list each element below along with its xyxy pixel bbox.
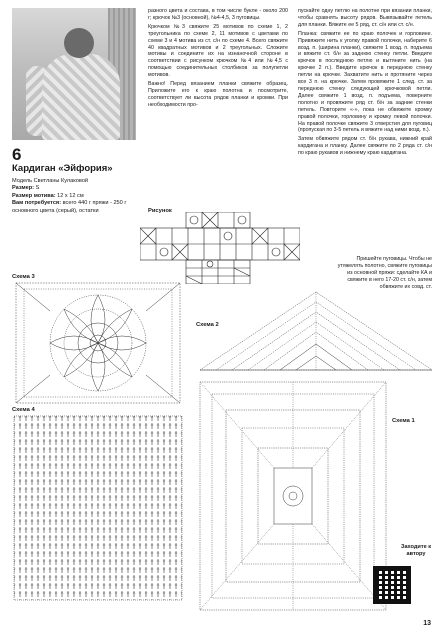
assembly-pattern [140,212,300,284]
scheme3-label: Схема 3 [12,274,35,280]
size-value: S [35,185,40,192]
materials-value: всего 440 г пряжи - 250 г основного цвета (серый), остатки [12,200,127,214]
instructions-important: Важно! Перед вязанием планки свяжите образец. Приложите его к краю полотна и посмотрите, соответствует ли высота рядов планки и кромки. При необходимости про- [148,81,288,108]
scheme2-diagram [196,288,436,374]
article-meta [12,178,144,215]
page-number: 13 [423,620,431,627]
instructions-band: Планка: свяжите ее по краю полочек и горловине. Привяжите нить к уголку правой полочки, наберите 6 возд. п. (ширина планки), свяжите 1 возд. п. подъема и вяжите ст. б/н за заднюю стенку петли. Введите крючок в последнюю петлю и вытяните нить (на крючке 2 п.). Введите крючок в переднюю стенку петли на крючке. Захватите нить и протяните через все 3 п. на крючке. Затем провяжите 1 след. ст. за переднюю стенку следующей крючковой петли. Далее свяжите 1 возд. п. подъема, поверните полотно и провяжите ряд ст. б/н за задние стенки петель. Повторите «-», пока не обвяжете кромку правой полочки, горловину и кромку левой полочки. На правой полочке свяжите 3 отверстия для пуговиц (пропуская по 3-5 петель и вяжите над ними возд. п.). [298,30,432,134]
model-author: Модель Светланы Кулаковой [12,178,89,184]
scheme1-label: Схема 1 [392,418,415,424]
scheme4-diagram [12,414,184,602]
scheme3-diagram [12,281,184,405]
qr-code[interactable] [373,566,411,604]
scheme2-label: Схема 2 [196,322,219,328]
materials-label: Вам потребуется: [12,200,62,207]
text-column-3 [298,8,432,157]
instructions-edging: Затем обвяжите рядом ст. б/н рукава, нижний край кардигана и планку. Далее свяжите по 2 ряда ст. с/н по краю рукавов и нижнему краю кардигана. [298,136,432,157]
pattern-label: Рисунок [148,208,172,214]
materials-continued: разного цвета и состава, в том числе букле - около 200 г; крючок №3 (основной), №4-4,5, 3 пуговицы. [148,8,288,21]
instructions-motifs: Крючком №3 свяжите 25 мотивов по схеме 1, 2 треугольника по схеме 2, 11 мотивов с цветами по схеме 3 и 4 мотива из ст. с/н по схеме 4. Всего свяжите 40 квадратных мотивов и 2 треугольных. Сложите мотивы и соедините их на изнаночной стороне в соответствии с рисунком крючком №4 или №4,5 с помощью соединительных столбиков за полупетли мотивов. [148,23,288,79]
article-title: Кардиган «Эйфория» [12,163,113,174]
author-link-label: Заходите к автору [400,544,432,557]
article-number: 6 [12,145,22,164]
model-photo [12,8,136,140]
scheme1-diagram [196,378,390,614]
scheme4-label: Схема 4 [12,407,35,413]
motif-size-label: Размер мотива: [12,192,56,199]
photo-head [64,28,94,58]
text-column-2 [148,8,288,109]
instructions-buttons: Пришейте пуговицы. Чтобы не утяжелять полотно, свяжите пуговицы из основной пряжи: сделайте КА и свяжите в него 17-20 ст. с/н, затем обвяжите их совд. ст. [337,256,432,290]
size-label: Размер: [12,185,35,192]
motif-size-value: 12 х 12 см [57,192,84,199]
photo-cardigan [42,54,120,140]
instructions-band-intro: пускайте одну петлю на полотне при вязании планки, чтобы сравнять высоту рядов. Вывязывайте петель для планки. Вяжите ее 5 ряд, ст. с/н или ст. с/н. [298,8,432,28]
